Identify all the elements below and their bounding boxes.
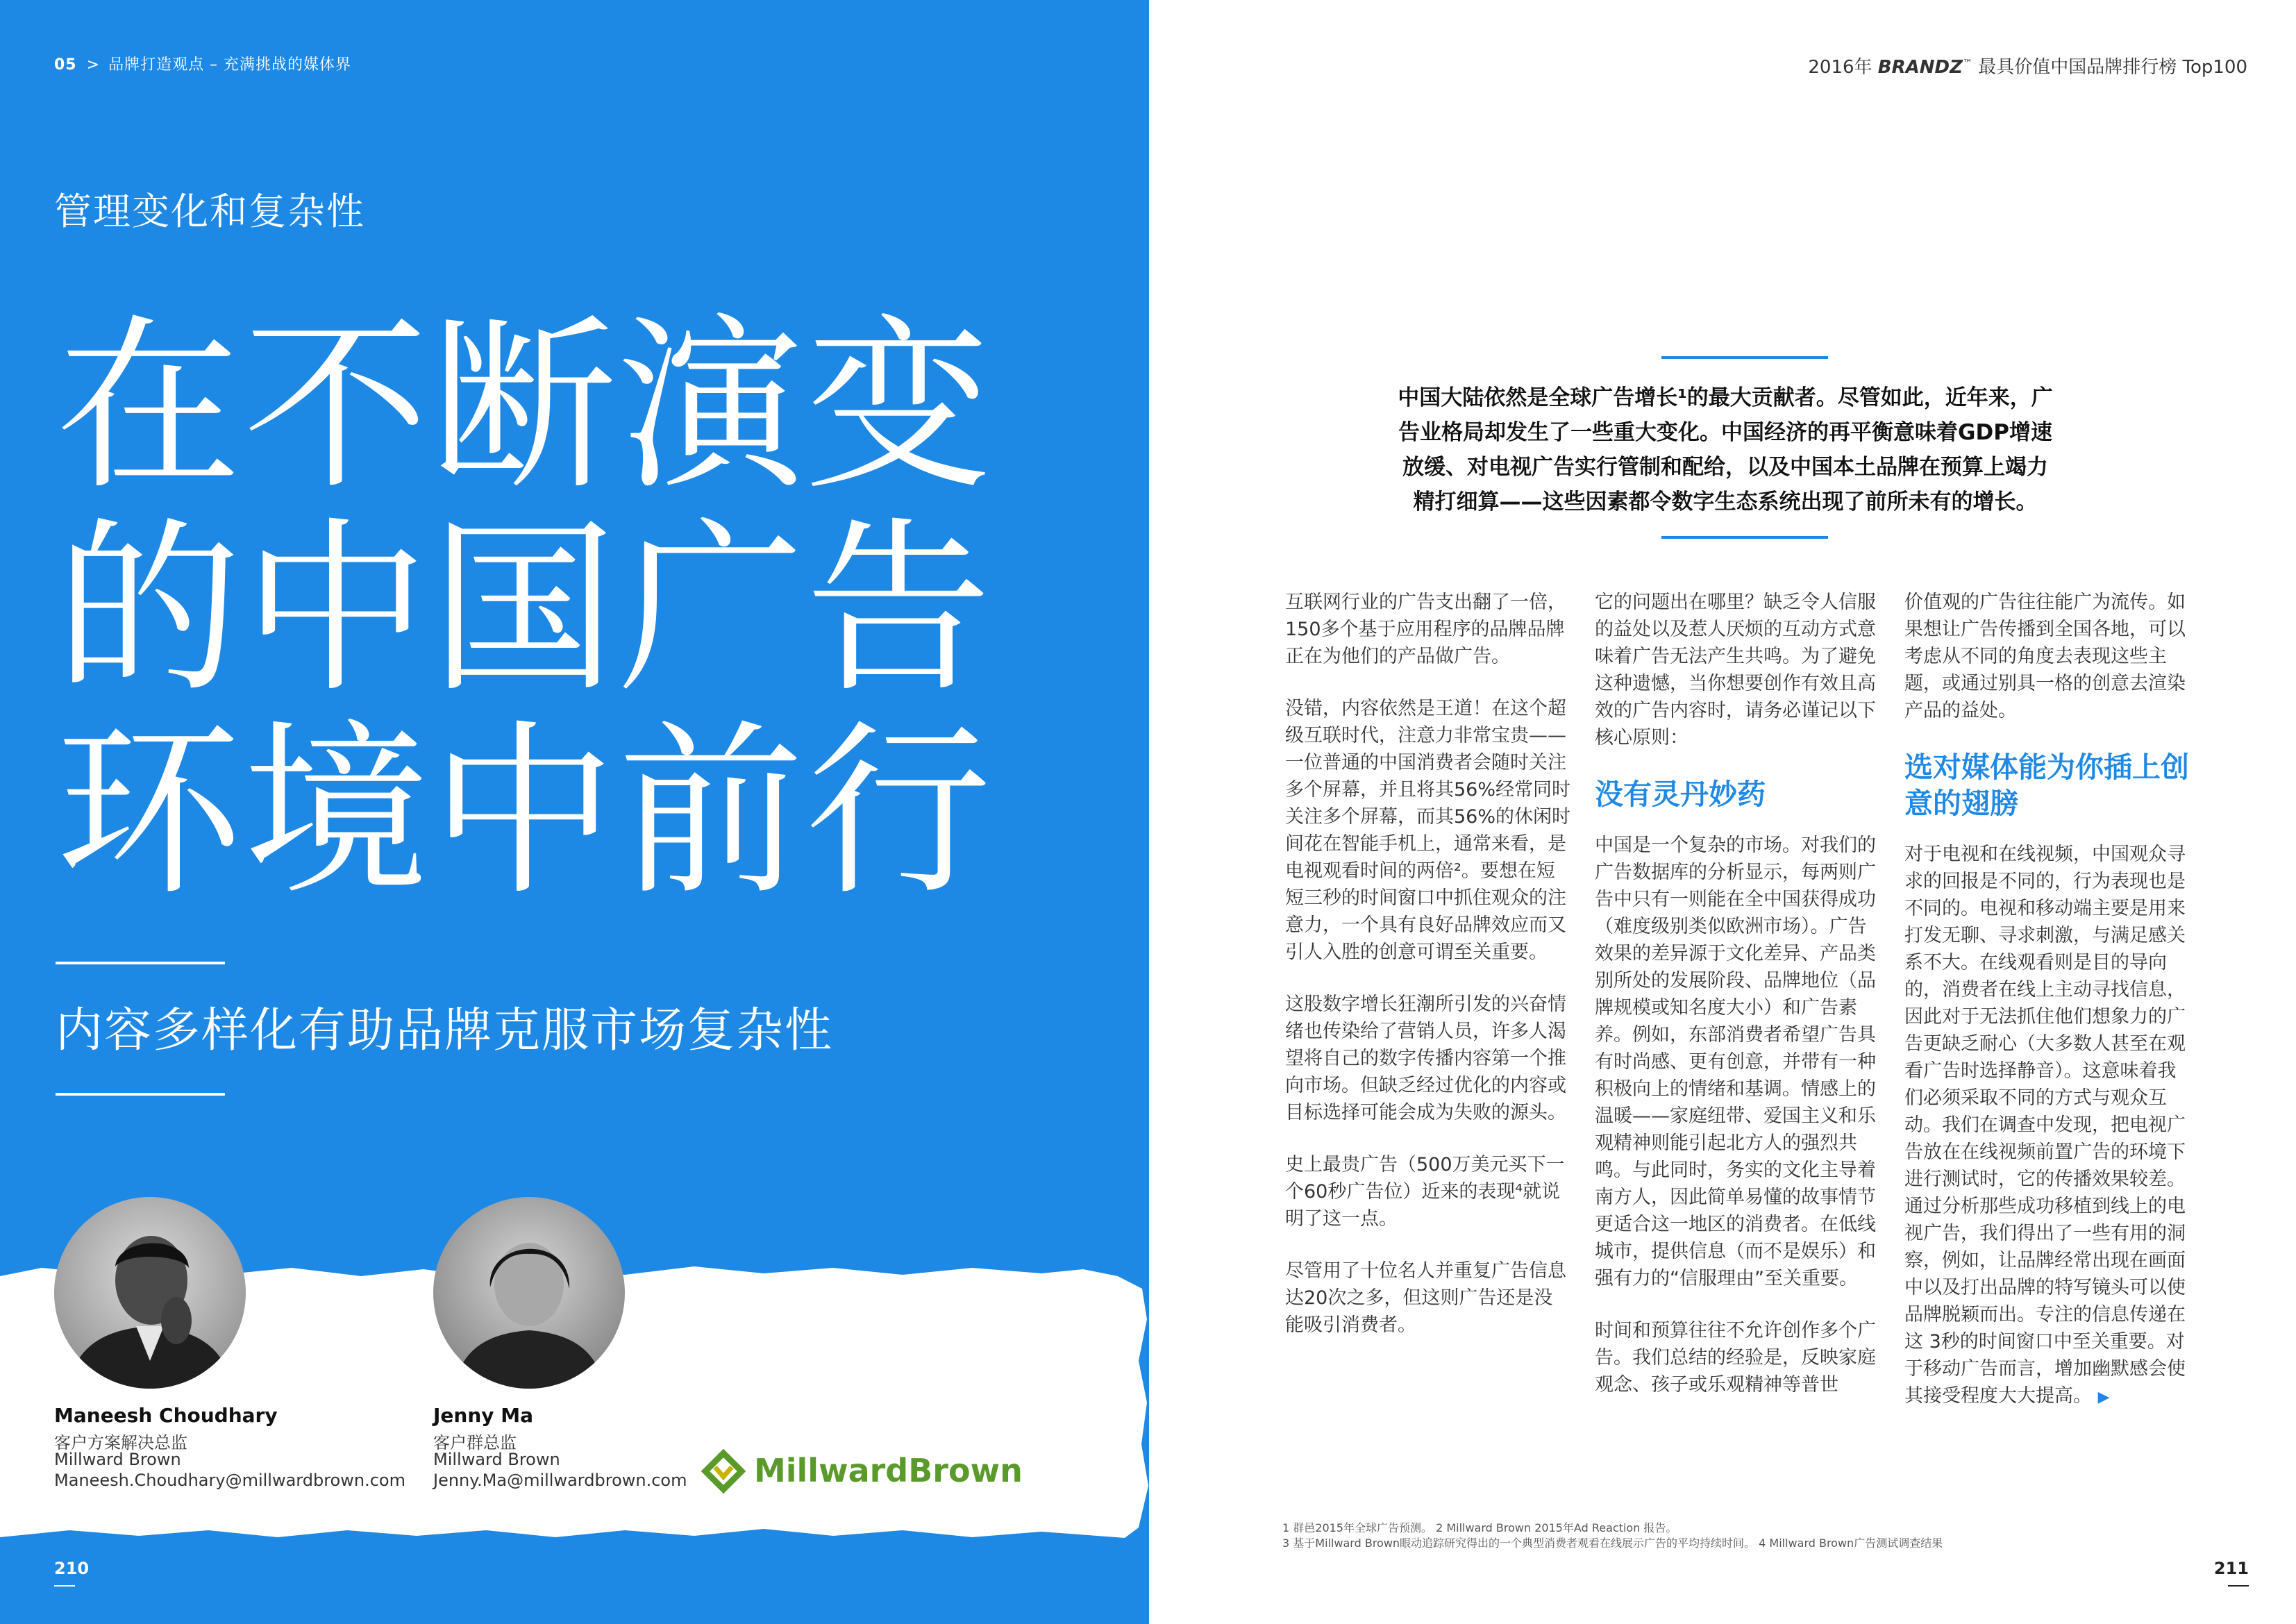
article-title-line: 环境中前行: [56, 704, 993, 921]
header-year: 2016年: [1808, 57, 1872, 78]
running-header-right: [1808, 53, 2247, 78]
millward-brown-logo-icon: [701, 1449, 746, 1493]
person-role: 客户群总监: [433, 1433, 517, 1453]
person-company: Millward Brown: [433, 1450, 560, 1469]
trademark-mark: ™: [1962, 58, 1972, 69]
body-paragraph: 价值观的广告往往能广为流传。如果想让广告传播到全国各地，可以考虑从不同的角度去表现这些主题，或通过别具一格的创意去渲染产品的益处。: [1904, 592, 2186, 721]
footnote-line: 1 群邑2015年全球广告预测。 2 Millward Brown 2015年Ad Reaction 报告。: [1282, 1521, 1677, 1534]
article-title-line: 的中国广告: [56, 501, 993, 718]
body-paragraph: 时间和预算往往不允许创作多个广告。我们总结的经验是，反映家庭观念、孩子或乐观精神等普世: [1595, 1320, 1876, 1396]
intro-line: 中国大陆依然是全球广告增长¹的最大贡献者。尽管如此，近年来，广: [1398, 385, 2053, 410]
body-paragraph: [1904, 841, 2190, 1411]
person-email: Maneesh.Choudhary@millwardbrown.com: [54, 1471, 405, 1490]
body-column-2: [1595, 589, 1881, 1423]
person-role: 客户方案解决总监: [54, 1433, 187, 1453]
footnotes: [1282, 1521, 1943, 1551]
avatar-jenny-ma: [433, 1197, 625, 1389]
intro-line: 精打细算——这些因素都令数字生态系统出现了前所未有的增长。: [1413, 489, 2038, 514]
intro-paragraph: [1378, 380, 2072, 519]
page-number-right: 211: [2213, 1559, 2249, 1578]
header-report-title: 最具价值中国品牌排行榜 Top100: [1978, 57, 2247, 78]
intro-rule-top: [1661, 356, 1828, 359]
section-label: 管理变化和复杂性: [54, 190, 365, 233]
body-column-3: [1904, 589, 2190, 1436]
article-subtitle: 内容多样化有助品牌克服市场复杂性: [56, 1003, 834, 1058]
page-number-rule-right: [2228, 1585, 2249, 1587]
body-paragraph: 没错，内容依然是王道！在这个超级互联时代，注意力非常宝贵——一位普通的中国消费者会随时关注多个屏幕，并且将其56%经常同时关注多个屏幕，而其56%的休闲时间花在智能手机上，通常来看，是电视观看时间的两倍²。要想在短短三秒的时间窗口中抓住观众的注意力，一个具有良好品牌效应而又引人入胜的创意可谓至关重要。: [1285, 698, 1571, 963]
header-arrow-icon: >: [86, 56, 101, 74]
body-paragraph: 它的问题出在哪里？缺乏令人信服的益处以及惹人厌烦的互动方式意味着广告无法产生共鸣。为了避免这种遗憾，当你想要创作有效且高效的广告内容时，请务必谨记以下核心原则：: [1595, 592, 1876, 748]
body-paragraph: 这股数字增长狂潮所引发的兴奋情绪也传染给了营销人员，许多人渴望将自己的数字传播内容第一个推向市场。但缺乏经过优化的内容或目标选择可能会成为失败的源头。: [1285, 994, 1566, 1123]
intro-line: 告业格局却发生了一些重大变化。中国经济的再平衡意味着GDP增速: [1398, 420, 2052, 445]
header-section-title: 品牌打造观点 – 充满挑战的媒体界: [108, 56, 352, 74]
page-number-left: 210: [54, 1559, 90, 1578]
continue-triangle-icon: ▶: [2097, 1389, 2110, 1406]
logo-wordmark: MillwardBrown: [754, 1452, 1023, 1489]
section-heading: 选对媒体能为你插上创意的翅膀: [1904, 751, 2189, 820]
avatar-maneesh-choudhary: [54, 1197, 246, 1389]
article-title-line: 在不断演变: [56, 299, 993, 515]
section-heading: 没有灵丹妙药: [1595, 778, 1766, 811]
person-name: Jenny Ma: [433, 1404, 534, 1427]
intro-rule-bottom: [1661, 536, 1828, 539]
right-page: [1149, 0, 2296, 1624]
brandz-wordmark: BRANDZ: [1877, 57, 1963, 78]
body-paragraph: 史上最贵广告（500万美元买下一个60秒广告位）近来的表现⁴就说明了这一点。: [1285, 1154, 1565, 1230]
header-section-number: 05: [54, 56, 77, 74]
person-company: Millward Brown: [54, 1450, 181, 1469]
person-email: Jenny.Ma@millwardbrown.com: [433, 1471, 687, 1490]
millward-brown-logo: [701, 1448, 1023, 1496]
person-name: Maneesh Choudhary: [54, 1404, 278, 1427]
footnote-line: 3 基于Millward Brown眼动追踪研究得出的一个典型消费者观看在线展示广告的平均持续时间。 4 Millward Brown广告测试调查结果: [1282, 1537, 1943, 1550]
body-paragraph: 中国是一个复杂的市场。对我们的广告数据库的分析显示，每两则广告中只有一则能在全中国获得成功（难度级别类似欧洲市场）。广告效果的差异源于文化差异、产品类别所处的发展阶段、品牌地位（品牌规模或知名度大小）和广告素养。例如，东部消费者希望广告具有时尚感、更有创意，并带有一种积极向上的情绪和基调。情感上的温暖——家庭纽带、爱国主义和乐观精神则能引起北方人的强烈共鸣。与此同时，务实的文化主导着南方人，因此简单易懂的故事情节更适合这一地区的消费者。在低线城市，提供信息（而不是娱乐）和强有力的“信服理由”至关重要。: [1595, 835, 1876, 1289]
page-number-rule-left: [54, 1585, 75, 1587]
body-paragraph: 互联网行业的广告支出翻了一倍，150多个基于应用程序的品牌品牌正在为他们的产品做广告。: [1285, 592, 1566, 667]
intro-line: 放缓、对电视广告实行管制和配给，以及中国本土品牌在预算上竭力: [1402, 455, 2048, 480]
body-column-1: [1285, 589, 1571, 1364]
body-text: 对于电视和在线视频，中国观众寻求的回报是不同的，行为表现也是不同的。电视和移动端主要是用来打发无聊、寻求刺激，与满足感关系不大。在线观看则是目的导向的，消费者在线上主动寻找信息，因此对于无法抓住他们想象力的广告更缺乏耐心（大多数人甚至在观看广告时选择静音）。这意味着我们必须采取不同的方式与观众互动。我们在调查中发现，把电视广告放在在线视频前置广告的环境下进行测试时，它的传播效果较差。通过分析那些成功移植到线上的电视广告，我们得出了一些有用的洞察，例如，让品牌经常出现在画面中以及打出品牌的特写镜头可以使品牌脱颖而出。专注的信息传递在这 3秒的时间窗口中至关重要。对于移动广告而言，增加幽默感会使其接受程度大大提高。: [1904, 844, 2186, 1407]
body-paragraph: 尽管用了十位名人并重复广告信息达20次之多，但这则广告还是没能吸引消费者。: [1285, 1260, 1566, 1336]
